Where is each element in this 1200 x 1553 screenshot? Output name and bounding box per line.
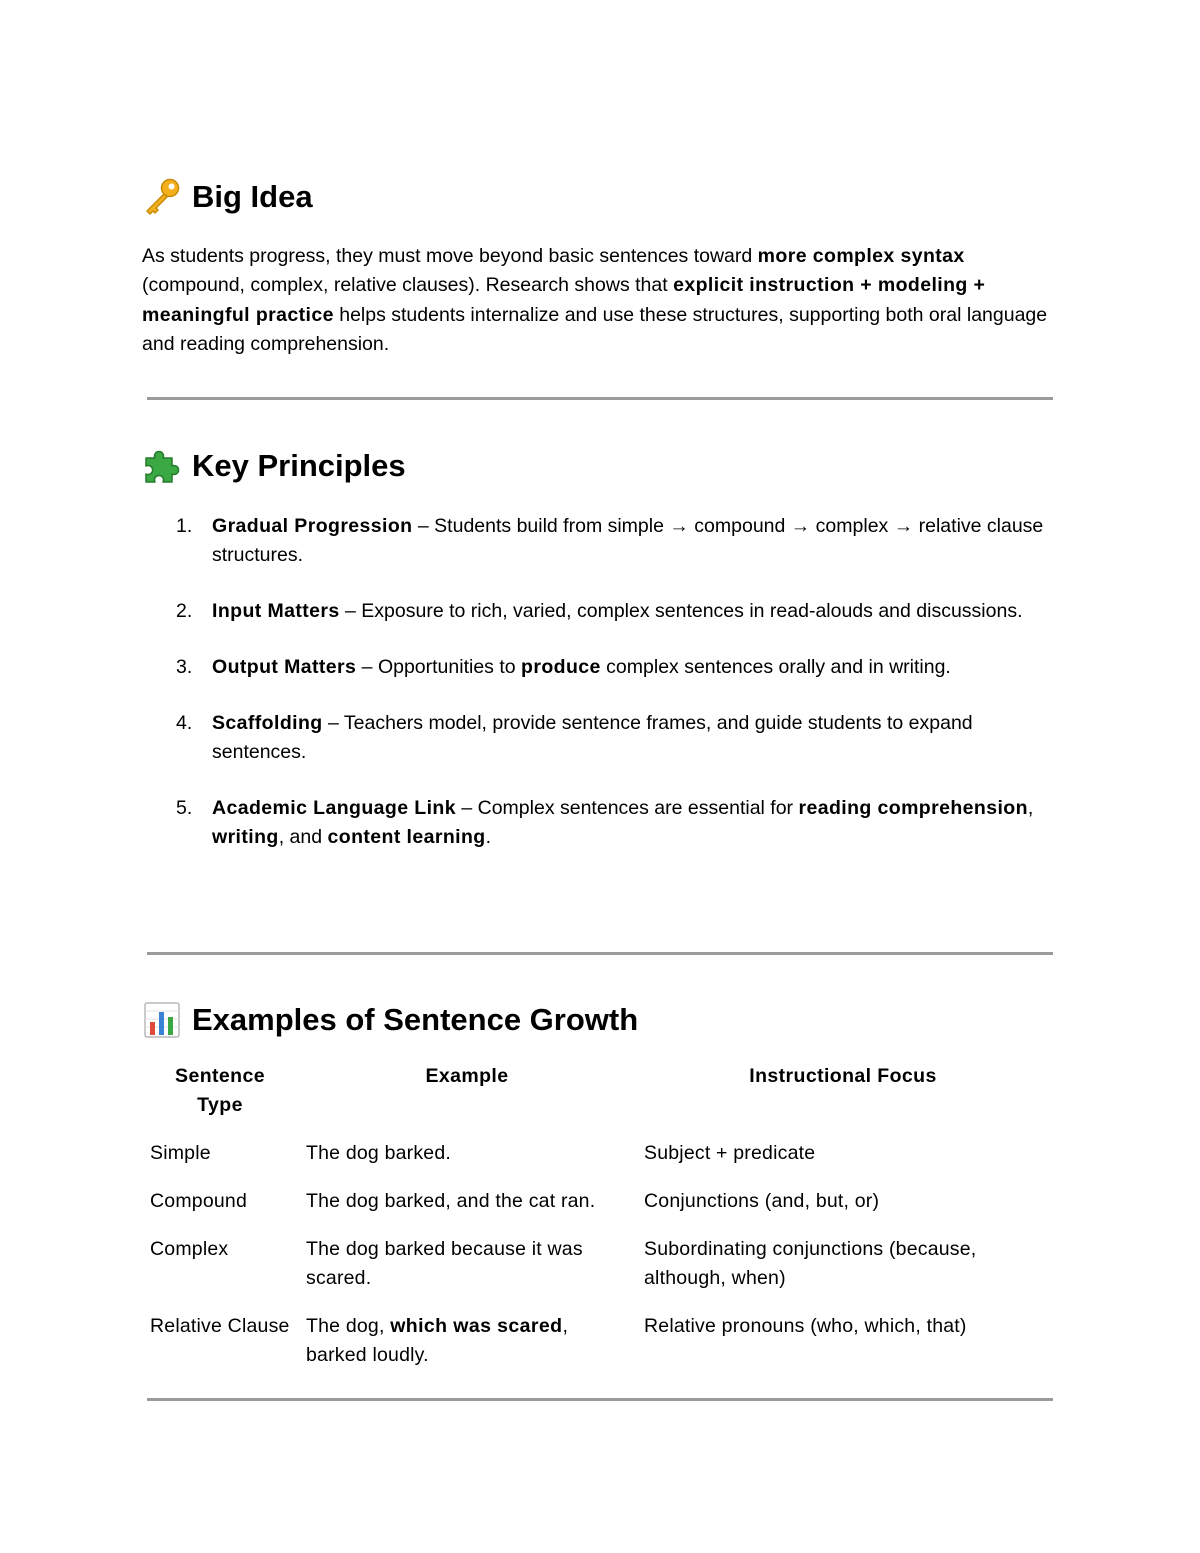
big-idea-title: Big Idea — [192, 179, 313, 214]
principle-emphasis: reading comprehension — [798, 797, 1028, 819]
column-header-sentence-type: Sentence Type — [175, 1065, 265, 1116]
puzzle-piece-icon — [142, 446, 182, 486]
principle-term: Input Matters — [212, 600, 340, 622]
cell-example — [298, 1312, 636, 1389]
principle-term: Academic Language Link — [212, 797, 456, 819]
principle-text: . — [485, 826, 492, 848]
cell-sentence-type: Simple — [150, 1142, 211, 1164]
principle-term: Output Matters — [212, 656, 357, 678]
principle-emphasis: produce — [521, 656, 601, 678]
principle-text: , and — [278, 826, 328, 848]
list-number: 4. — [176, 712, 193, 734]
principle-term: Scaffolding — [212, 712, 323, 734]
principle-text: – Complex sentences are essential for — [455, 797, 799, 819]
cell-sentence-type: Relative Clause — [150, 1315, 290, 1337]
example-emphasis: which was scared — [390, 1315, 563, 1337]
examples-title: Examples of Sentence Growth — [192, 1002, 639, 1037]
section-divider — [147, 397, 1053, 400]
list-item — [142, 653, 1060, 682]
cell-example: The dog barked. — [306, 1142, 452, 1164]
cell-focus: Subordinating conjunctions (because, although, when) — [644, 1238, 977, 1289]
principle-text: – Exposure to rich, varied, complex sentences in read-alouds and discussions. — [339, 600, 1023, 622]
big-idea-text: (compound, complex, relative clauses). Research shows that — [142, 274, 674, 297]
bar-chart-icon — [142, 1000, 182, 1040]
column-header-example: Example — [425, 1065, 509, 1087]
list-item — [142, 794, 1060, 852]
section-divider — [147, 952, 1053, 955]
cell-focus: Subject + predicate — [644, 1142, 816, 1164]
cell-focus: Relative pronouns (who, which, that) — [644, 1315, 967, 1337]
principle-text: complex sentences orally and in writing. — [600, 656, 951, 678]
principle-emphasis: writing — [212, 826, 279, 848]
cell-example: The dog barked because it was scared. — [306, 1238, 583, 1289]
cell-sentence-type: Compound — [150, 1190, 247, 1212]
column-header-instructional-focus: Instructional Focus — [749, 1065, 937, 1087]
list-item — [142, 597, 1060, 626]
sentence-growth-table — [142, 1062, 1050, 1389]
list-number: 2. — [176, 600, 193, 622]
key-principles-heading — [142, 446, 406, 486]
big-idea-text: helps students internalize and use these structures, supporting both oral language and reading comprehension. — [142, 303, 1048, 355]
examples-heading — [142, 1000, 638, 1040]
table-row — [142, 1312, 1050, 1389]
cell-sentence-type: Complex — [150, 1238, 229, 1260]
section-divider — [147, 1398, 1053, 1401]
table-row — [142, 1139, 1050, 1187]
list-number: 5. — [176, 797, 193, 819]
principle-text: , — [1027, 797, 1034, 819]
list-item — [142, 512, 1060, 570]
list-number: 1. — [176, 515, 193, 537]
cell-focus: Conjunctions (and, but, or) — [644, 1190, 880, 1212]
example-text: The dog, — [306, 1315, 391, 1337]
key-principles-title: Key Principles — [192, 448, 406, 483]
big-idea-text: As students progress, they must move beyond basic sentences toward — [142, 245, 758, 267]
list-number: 3. — [176, 656, 193, 678]
big-idea-heading — [142, 177, 313, 217]
example-text: , barked loudly. — [306, 1315, 569, 1366]
big-idea-emphasis: more complex syntax — [757, 245, 965, 267]
list-item — [142, 709, 1060, 767]
big-idea-emphasis: explicit instruction + modeling + meaningful practice — [142, 274, 986, 326]
table-header-row — [142, 1062, 1050, 1139]
principles-list — [142, 512, 1060, 879]
principle-term: Gradual Progression — [212, 515, 413, 537]
principle-text: – Students build from simple → compound → complex → relative clause structures. — [212, 515, 1044, 566]
big-idea-paragraph — [142, 242, 1060, 359]
principle-text: – Teachers model, provide sentence frames, and guide students to expand sentences. — [212, 712, 973, 763]
key-icon — [142, 177, 182, 217]
table-row — [142, 1235, 1050, 1312]
principle-emphasis: content learning — [327, 826, 486, 848]
cell-example: The dog barked, and the cat ran. — [306, 1190, 596, 1212]
table-row — [142, 1187, 1050, 1235]
principle-text: – Opportunities to — [356, 656, 522, 678]
